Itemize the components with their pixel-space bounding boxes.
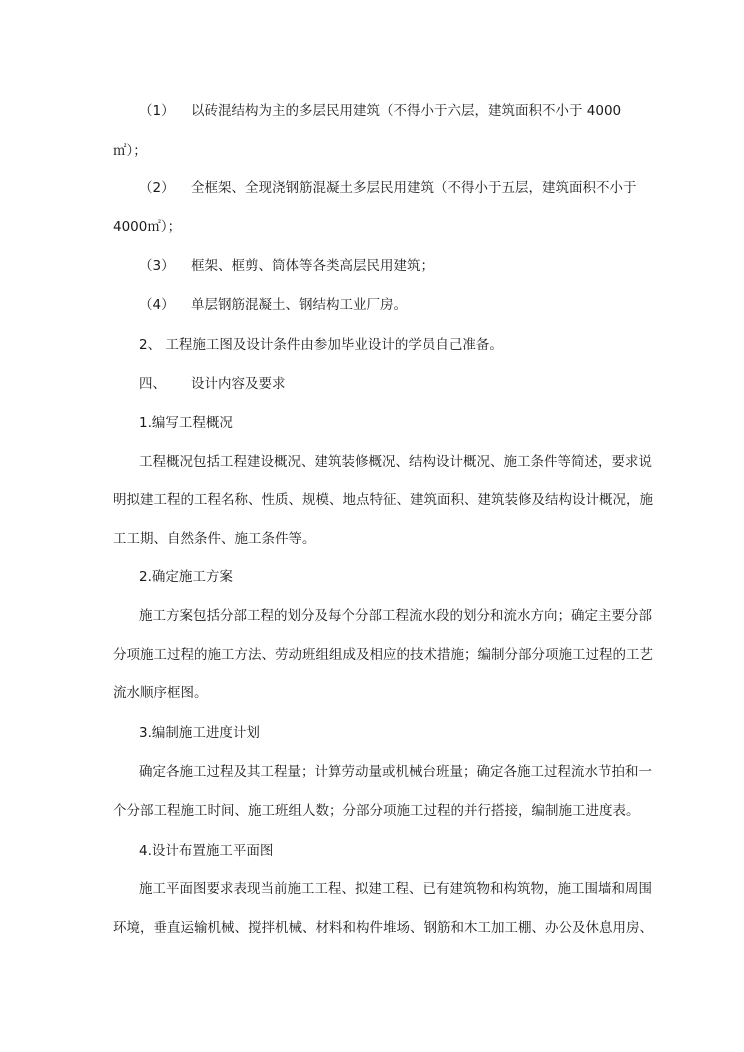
- subheading-1: 1.编写工程概况: [139, 415, 233, 431]
- list-item-2: （2） 全框架、全现浇钢筋混凝土多层民用建筑（不得小于五层，建筑面积不小于: [139, 180, 637, 196]
- paragraph-line: 明拟建工程的工程名称、性质、规模、地点特征、建筑面积、建筑装修及结构设计概况，施: [113, 492, 653, 508]
- point-2: 2、 工程施工图及设计条件由参加毕业设计的学员自己准备。: [139, 337, 503, 353]
- subheading-3: 3.编制施工进度计划: [139, 725, 260, 741]
- list-item-2-continuation: 4000㎡）；: [113, 219, 182, 235]
- section-heading-4: 四、 设计内容及要求: [139, 376, 286, 392]
- paragraph-line: 个分部工程施工时间、施工班组人数；分部分项施工过程的并行搭接，编制施工进度表。: [113, 803, 640, 819]
- paragraph-line: 施工平面图要求表现当前施工工程、拟建工程、已有建筑物和构筑物，施工围墙和周围: [139, 881, 652, 897]
- paragraph-line: 工程概况包括工程建设概况、建筑装修概况、结构设计概况、施工条件等简述，要求说: [139, 454, 652, 470]
- paragraph-line: 分项施工过程的施工方法、劳动班组组成及相应的技术措施；编制分部分项施工过程的工艺: [113, 647, 653, 663]
- subheading-4: 4.设计布置施工平面图: [139, 843, 274, 859]
- list-item-1-continuation: ㎡）；: [113, 143, 147, 159]
- list-item-4: （4） 单层钢筋混凝土、钢结构工业厂房。: [139, 297, 407, 313]
- list-item-3: （3） 框架、框剪、筒体等各类高层民用建筑；: [139, 258, 434, 274]
- subheading-2: 2.确定施工方案: [139, 569, 233, 585]
- list-item-1: （1） 以砖混结构为主的多层民用建筑（不得小于六层，建筑面积不小于 4000: [139, 103, 622, 119]
- paragraph-line: 环境，垂直运输机械、搅拌机械、材料和构件堆场、钢筋和木工加工棚、办公及休息用房、: [113, 920, 653, 936]
- paragraph-line: 工工期、自然条件、施工条件等。: [113, 531, 316, 547]
- paragraph-line: 确定各施工过程及其工程量；计算劳动量或机械台班量；确定各施工过程流水节拍和一: [139, 764, 652, 780]
- paragraph-line: 流水顺序框图。: [113, 685, 208, 701]
- paragraph-line: 施工方案包括分部工程的划分及每个分部工程流水段的划分和流水方向；确定主要分部: [139, 608, 652, 624]
